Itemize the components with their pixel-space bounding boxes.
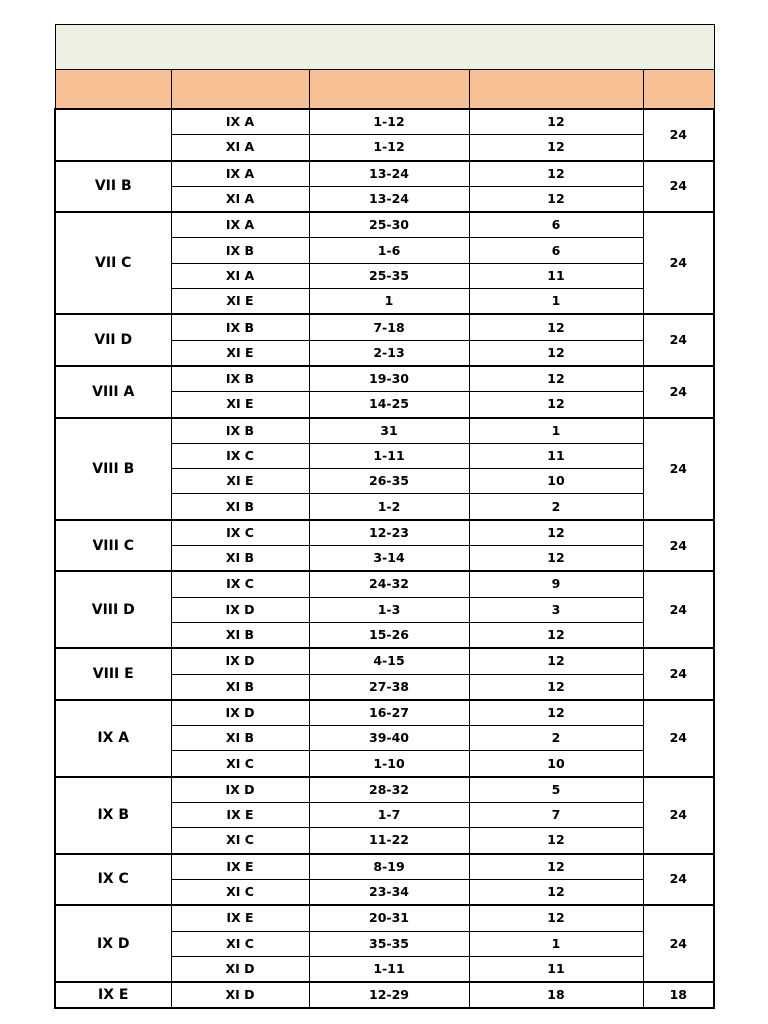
count-cell: 12 <box>469 828 643 854</box>
range-cell: 2-13 <box>309 340 469 366</box>
range-cell: 12-29 <box>309 982 469 1008</box>
count-cell: 3 <box>469 597 643 622</box>
count-cell: 12 <box>469 135 643 161</box>
group-class-cell: VIII A <box>55 366 171 418</box>
group-class-cell: IX B <box>55 777 171 854</box>
range-cell: 8-19 <box>309 854 469 880</box>
section-cell: IX D <box>171 597 309 622</box>
count-cell: 5 <box>469 777 643 803</box>
group-class-cell: IX A <box>55 700 171 777</box>
group-total-cell: 24 <box>643 520 714 572</box>
range-cell: 24-32 <box>309 571 469 597</box>
range-cell: 15-26 <box>309 622 469 648</box>
count-cell: 12 <box>469 314 643 340</box>
group-class-cell: VIII C <box>55 520 171 572</box>
range-cell: 23-34 <box>309 879 469 905</box>
range-cell: 20-31 <box>309 905 469 931</box>
group-class-cell: VIII D <box>55 571 171 648</box>
table-title <box>55 25 714 70</box>
range-cell: 35-35 <box>309 931 469 956</box>
range-cell: 1-3 <box>309 597 469 622</box>
group-class-cell: VII B <box>55 161 171 213</box>
section-cell: XI A <box>171 186 309 212</box>
section-cell: IX C <box>171 571 309 597</box>
range-cell: 39-40 <box>309 726 469 751</box>
count-cell: 12 <box>469 520 643 546</box>
range-cell: 19-30 <box>309 366 469 392</box>
range-cell: 1-11 <box>309 443 469 468</box>
range-cell: 1-12 <box>309 135 469 161</box>
count-cell: 6 <box>469 238 643 263</box>
table-row <box>55 212 714 238</box>
range-cell: 1-11 <box>309 956 469 982</box>
section-cell: XI E <box>171 392 309 418</box>
group-class-cell <box>55 109 171 161</box>
table-row <box>55 648 714 674</box>
count-cell: 12 <box>469 366 643 392</box>
section-cell: XI A <box>171 135 309 161</box>
count-cell: 12 <box>469 392 643 418</box>
count-cell: 12 <box>469 905 643 931</box>
count-cell: 2 <box>469 494 643 520</box>
group-total-cell: 24 <box>643 648 714 700</box>
group-total-cell: 18 <box>643 982 714 1008</box>
range-cell: 12-23 <box>309 520 469 546</box>
count-cell: 12 <box>469 879 643 905</box>
section-cell: XI C <box>171 879 309 905</box>
group-total-cell: 24 <box>643 418 714 520</box>
table-row <box>55 314 714 340</box>
section-cell: XI C <box>171 931 309 956</box>
range-cell: 1-2 <box>309 494 469 520</box>
range-cell: 4-15 <box>309 648 469 674</box>
table-row <box>55 161 714 187</box>
section-cell: XI E <box>171 289 309 315</box>
section-cell: XI C <box>171 828 309 854</box>
table-row <box>55 905 714 931</box>
count-cell: 11 <box>469 443 643 468</box>
count-cell: 12 <box>469 700 643 726</box>
table-body <box>55 25 714 1009</box>
table-row <box>55 418 714 444</box>
section-cell: XI B <box>171 726 309 751</box>
range-cell: 1-12 <box>309 109 469 135</box>
group-total-cell: 24 <box>643 700 714 777</box>
group-total-cell: 24 <box>643 777 714 854</box>
section-cell: IX D <box>171 648 309 674</box>
range-cell: 11-22 <box>309 828 469 854</box>
column-header <box>469 70 643 110</box>
table-row <box>55 571 714 597</box>
group-total-cell: 24 <box>643 314 714 366</box>
range-cell: 16-27 <box>309 700 469 726</box>
range-cell: 1-6 <box>309 238 469 263</box>
section-cell: IX C <box>171 520 309 546</box>
range-cell: 31 <box>309 418 469 444</box>
range-cell: 25-35 <box>309 263 469 288</box>
section-cell: XI D <box>171 982 309 1008</box>
section-cell: IX C <box>171 443 309 468</box>
group-total-cell: 24 <box>643 212 714 314</box>
table-row <box>55 700 714 726</box>
group-total-cell: 24 <box>643 905 714 982</box>
section-cell: IX E <box>171 905 309 931</box>
range-cell: 7-18 <box>309 314 469 340</box>
section-cell: IX B <box>171 314 309 340</box>
table-row <box>55 854 714 880</box>
range-cell: 14-25 <box>309 392 469 418</box>
count-cell: 12 <box>469 622 643 648</box>
group-class-cell: VIII E <box>55 648 171 700</box>
range-cell: 1-7 <box>309 803 469 828</box>
range-cell: 3-14 <box>309 546 469 572</box>
group-class-cell: VII C <box>55 212 171 314</box>
range-cell: 1 <box>309 289 469 315</box>
section-cell: IX A <box>171 212 309 238</box>
count-cell: 12 <box>469 648 643 674</box>
column-header <box>55 70 171 110</box>
section-cell: XI C <box>171 751 309 777</box>
table-row <box>55 982 714 1008</box>
table-row <box>55 777 714 803</box>
group-class-cell: IX C <box>55 854 171 906</box>
group-total-cell: 24 <box>643 571 714 648</box>
section-cell: XI B <box>171 494 309 520</box>
section-cell: IX D <box>171 777 309 803</box>
count-cell: 12 <box>469 161 643 187</box>
section-cell: XI E <box>171 340 309 366</box>
count-cell: 11 <box>469 956 643 982</box>
group-total-cell: 24 <box>643 109 714 161</box>
group-class-cell: VII D <box>55 314 171 366</box>
group-class-cell: IX E <box>55 982 171 1008</box>
count-cell: 1 <box>469 931 643 956</box>
range-cell: 25-30 <box>309 212 469 238</box>
table-row <box>55 109 714 135</box>
group-class-cell: VIII B <box>55 418 171 520</box>
range-cell: 27-38 <box>309 674 469 700</box>
count-cell: 12 <box>469 340 643 366</box>
column-header <box>309 70 469 110</box>
table-row <box>55 366 714 392</box>
section-cell: IX E <box>171 854 309 880</box>
range-cell: 13-24 <box>309 161 469 187</box>
table-row <box>55 520 714 546</box>
section-cell: IX A <box>171 109 309 135</box>
section-cell: XI E <box>171 469 309 494</box>
count-cell: 12 <box>469 186 643 212</box>
section-cell: IX B <box>171 238 309 263</box>
count-cell: 9 <box>469 571 643 597</box>
count-cell: 2 <box>469 726 643 751</box>
count-cell: 12 <box>469 854 643 880</box>
count-cell: 11 <box>469 263 643 288</box>
allocation-table <box>54 24 715 1009</box>
count-cell: 10 <box>469 469 643 494</box>
group-class-cell: IX D <box>55 905 171 982</box>
count-cell: 18 <box>469 982 643 1008</box>
section-cell: XI B <box>171 674 309 700</box>
group-total-cell: 24 <box>643 854 714 906</box>
range-cell: 26-35 <box>309 469 469 494</box>
count-cell: 12 <box>469 546 643 572</box>
count-cell: 12 <box>469 109 643 135</box>
count-cell: 12 <box>469 674 643 700</box>
range-cell: 13-24 <box>309 186 469 212</box>
header-row <box>55 70 714 110</box>
section-cell: IX A <box>171 161 309 187</box>
section-cell: XI B <box>171 622 309 648</box>
count-cell: 1 <box>469 418 643 444</box>
title-row <box>55 25 714 70</box>
count-cell: 7 <box>469 803 643 828</box>
count-cell: 10 <box>469 751 643 777</box>
count-cell: 6 <box>469 212 643 238</box>
section-cell: IX E <box>171 803 309 828</box>
count-cell: 1 <box>469 289 643 315</box>
section-cell: IX B <box>171 366 309 392</box>
section-cell: IX B <box>171 418 309 444</box>
column-header <box>643 70 714 110</box>
column-header <box>171 70 309 110</box>
group-total-cell: 24 <box>643 161 714 213</box>
section-cell: XI B <box>171 546 309 572</box>
section-cell: IX D <box>171 700 309 726</box>
range-cell: 1-10 <box>309 751 469 777</box>
group-total-cell: 24 <box>643 366 714 418</box>
range-cell: 28-32 <box>309 777 469 803</box>
section-cell: XI A <box>171 263 309 288</box>
section-cell: XI D <box>171 956 309 982</box>
